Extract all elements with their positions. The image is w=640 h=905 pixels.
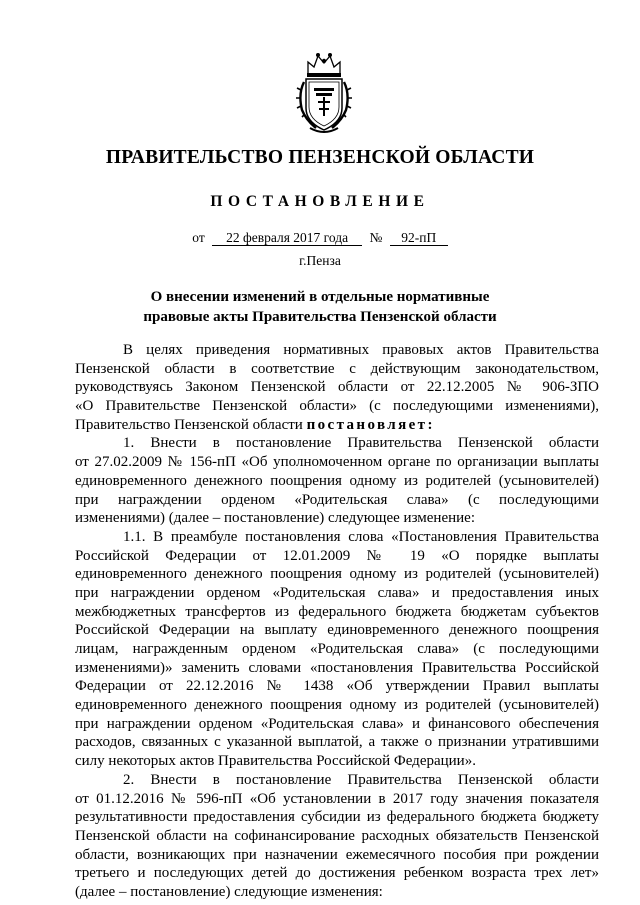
government-title: ПРАВИТЕЛЬСТВО ПЕНЗЕНСКОЙ ОБЛАСТИ	[105, 147, 535, 168]
paragraph-line: расходов, связанных с указанной выплатой, а также о признании утратившими	[75, 734, 599, 751]
document-type: ПОСТАНОВЛЕНИЕ	[210, 193, 430, 210]
paragraph-line: (далее – постановление) следующие изменения:	[75, 883, 383, 900]
document-body	[75, 341, 599, 902]
paragraph-line: Пензенской области на софинансирование расходных обязательств Пензенской	[75, 827, 599, 844]
paragraph-line: 2. Внести в постановление Правительства Пензенской области	[123, 771, 599, 788]
paragraph-line: единовременного денежного поощрения одному из родителей (усыновителей)	[75, 697, 599, 714]
paragraph-line	[75, 416, 599, 435]
paragraph-line: от 01.12.2016 № 596-пП «Об установлении в 2017 году значения показателя	[75, 790, 599, 807]
paragraph-line: единовременного денежного поощрения одному из родителей (усыновителей)	[75, 472, 599, 489]
document-date: 22 февраля 2017 года	[212, 230, 362, 246]
paragraph-line: при награждении орденом «Родительская слава» (с последующими	[75, 491, 599, 508]
paragraph-line: В целях приведения нормативных правовых актов Правительства	[123, 342, 599, 358]
paragraph-line: изменениями) (далее – постановление) следующее изменение:	[75, 510, 475, 527]
paragraph-line: Российской Федерации от 12.01.2009 № 19 «О порядке выплаты	[75, 547, 599, 564]
paragraph-line: третьего и последующих детей до достижения ребенком возраста трех лет»	[75, 865, 599, 882]
paragraph-line: «О Правительстве Пензенской области» (с последующими изменениями),	[75, 398, 599, 415]
paragraph-line: 1.1. В преамбуле постановления слова «Постановления Правительства	[123, 528, 599, 545]
city: г.Пенза	[299, 253, 341, 268]
paragraph-line: Пензенской области в соответствие с действующим законодательством,	[75, 360, 599, 377]
paragraph-line: Федерации от 22.12.2016 № 1438 «Об утверждении Правил выплаты	[75, 678, 599, 695]
subject-line: О внесении изменений в отдельные нормативные	[150, 289, 490, 305]
resolution-keyword: постановляет:	[306, 416, 435, 433]
paragraph-line: 1. Внести в постановление Правительства Пензенской области	[123, 435, 599, 452]
document-subject	[0, 288, 640, 327]
subject-line: правовые акты Правительства Пензенской области	[143, 308, 497, 325]
paragraph-line: единовременного денежного поощрения одному из родителей (усыновителей)	[75, 566, 599, 583]
paragraph-line: при награждении орденом «Родительская слава» и предоставления иных	[75, 584, 599, 601]
document-number: 92-пП	[390, 230, 448, 246]
date-prefix: от	[192, 230, 205, 245]
paragraph-line: при награждении орденом «Родительская слава» и финансового обеспечения	[75, 715, 599, 732]
paragraph-line: от 27.02.2009 № 156-пП «Об уполномоченном органе по организации выплаты	[75, 454, 599, 471]
paragraph-line: руководствуясь Законом Пензенской области от 22.12.2005 № 906-ЗПО	[75, 379, 599, 396]
penza-coat-of-arms-icon	[294, 50, 354, 136]
paragraph-line: лицам, награжденным орденом «Родительская слава» (с последующими	[75, 641, 599, 657]
paragraph-line: изменениями)» заменить словами «постановления Правительства Российской	[75, 659, 599, 676]
date-number-line	[0, 230, 640, 246]
paragraph-line: результативности предоставления субсидии из федерального бюджета бюджету	[75, 809, 599, 826]
paragraph-text: Правительство Пензенской области	[75, 416, 307, 433]
paragraph-line: межбюджетных трансфертов из федерального бюджета бюджетам субъектов	[75, 603, 599, 620]
number-label: №	[369, 230, 383, 245]
paragraph-line: области, возникающих при назначении ежемесячного пособия при рождении	[75, 846, 599, 863]
paragraph-line: Российской Федерации на выплату единовременного денежного поощрения	[75, 622, 599, 639]
paragraph-line: силу некоторых актов Правительства Российской Федерации».	[75, 753, 476, 770]
